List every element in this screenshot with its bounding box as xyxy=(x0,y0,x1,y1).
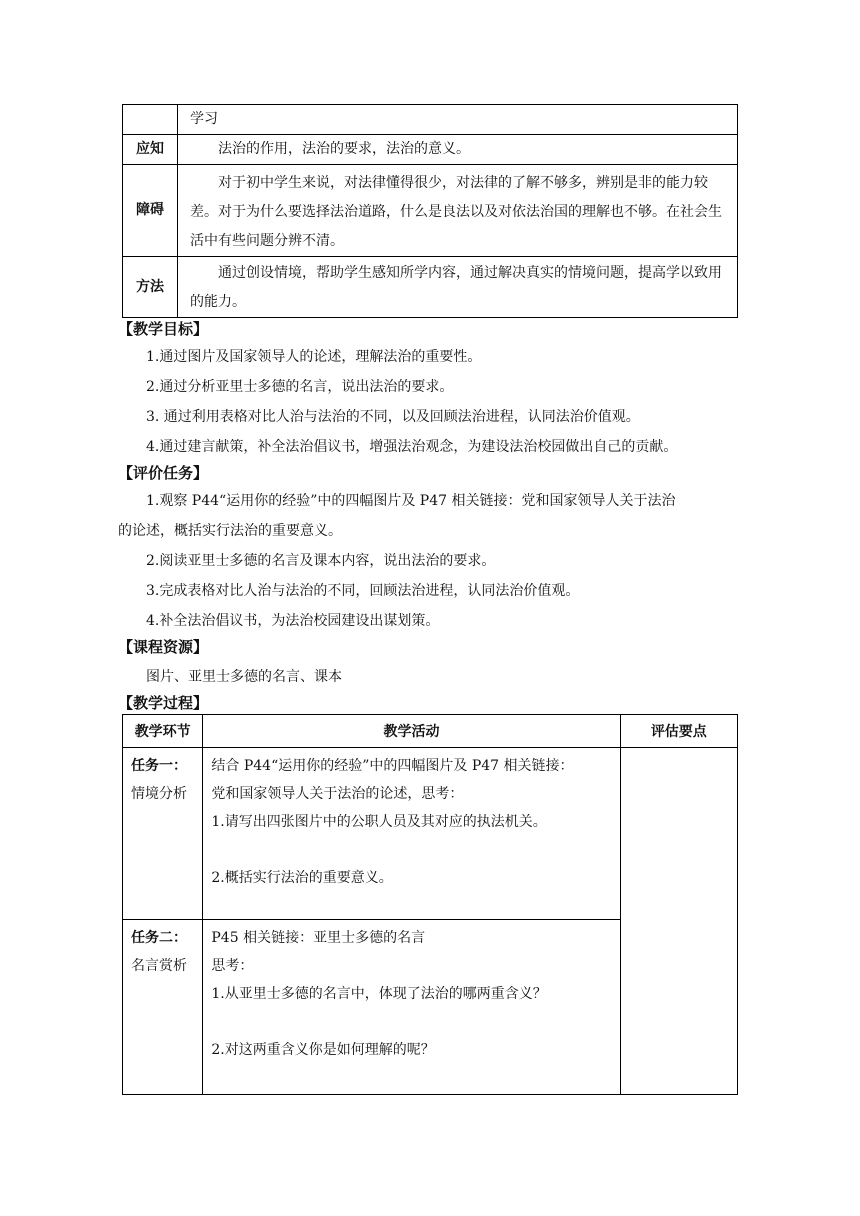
info-table xyxy=(122,104,738,318)
activity-line: P45 相关链接：亚里士多德的名言 xyxy=(211,930,426,946)
process-heading: 【教学过程】 xyxy=(118,694,209,712)
task-subtitle: 情境分析 xyxy=(131,786,187,802)
task-activity-cell xyxy=(203,920,620,1095)
table-row xyxy=(123,257,738,318)
task-subtitle: 名言赏析 xyxy=(131,958,187,974)
task-activity-cell xyxy=(203,748,620,920)
activity-question: 2.概括实行法治的重要意义。 xyxy=(211,870,393,886)
assessment-cell xyxy=(620,748,737,1095)
eval-item: 4.补全法治倡议书，为法治校园建设出谋划策。 xyxy=(146,613,440,629)
activity-line: 结合 P44“运用你的经验”中的四幅图片及 P47 相关链接： xyxy=(211,758,574,774)
activity-line: 思考： xyxy=(211,958,254,974)
header-stage: 教学环节 xyxy=(123,715,203,748)
resources-text: 图片、亚里士多德的名言、课本 xyxy=(146,669,342,685)
activity-question: 1.从亚里士多德的名言中，体现了法治的哪两重含义？ xyxy=(211,986,547,1002)
row-text: 学习 xyxy=(178,105,738,135)
table-row xyxy=(123,135,738,165)
activity-question: 1.请写出四张图片中的公职人员及其对应的执法机关。 xyxy=(211,814,547,830)
eval-heading: 【评价任务】 xyxy=(118,464,209,482)
task-title: 任务二： xyxy=(131,930,187,946)
resources-heading: 【课程资源】 xyxy=(118,638,209,656)
header-assessment: 评估要点 xyxy=(620,715,737,748)
row-label xyxy=(123,105,178,135)
task-title: 任务一： xyxy=(131,758,187,774)
goal-item: 3. 通过利用表格对比人治与法治的不同，以及回顾法治进程，认同法治价值观。 xyxy=(146,409,640,425)
row-text: 法治的作用，法治的要求，法治的意义。 xyxy=(178,135,738,165)
table-row xyxy=(123,105,738,135)
row-label: 障碍 xyxy=(123,165,178,257)
eval-item: 2.阅读亚里士多德的名言及课本内容，说出法治的要求。 xyxy=(146,553,496,569)
row-text: 通过创设情境，帮助学生感知所学内容，通过解决真实的情境问题，提高学以致用的能力。 xyxy=(178,257,738,318)
goals-heading: 【教学目标】 xyxy=(118,320,209,338)
task-stage-cell xyxy=(123,920,203,1095)
task-stage-cell xyxy=(123,748,203,920)
row-label: 方法 xyxy=(123,257,178,318)
eval-item: 1.观察 P44“运用你的经验”中的四幅图片及 P47 相关链接：党和国家领导人关于法治 xyxy=(146,493,676,509)
row-text: 对于初中学生来说，对法律懂得很少，对法律的了解不够多，辨别是非的能力较差。对于为什么要选择法治道路，什么是良法以及对依法治国的理解也不够。在社会生活中有些问题分辨不清。 xyxy=(178,165,738,257)
header-activity: 教学活动 xyxy=(203,715,620,748)
activity-question: 2.对这两重含义你是如何理解的呢？ xyxy=(211,1042,435,1058)
activity-line: 党和国家领导人关于法治的论述，思考： xyxy=(211,786,464,802)
goal-item: 2.通过分析亚里士多德的名言，说出法治的要求。 xyxy=(146,379,454,395)
row-label: 应知 xyxy=(123,135,178,165)
eval-item: 3.完成表格对比人治与法治的不同，回顾法治进程，认同法治价值观。 xyxy=(146,583,580,599)
process-table xyxy=(122,714,738,1095)
eval-item-continued: 的论述，概括实行法治的重要意义。 xyxy=(118,523,342,539)
table-header-row xyxy=(123,715,738,748)
goal-item: 4.通过建言献策，补全法治倡议书，增强法治观念，为建设法治校园做出自己的贡献。 xyxy=(146,439,678,455)
goal-item: 1.通过图片及国家领导人的论述，理解法治的重要性。 xyxy=(146,349,482,365)
table-row xyxy=(123,165,738,257)
table-row xyxy=(123,748,738,920)
